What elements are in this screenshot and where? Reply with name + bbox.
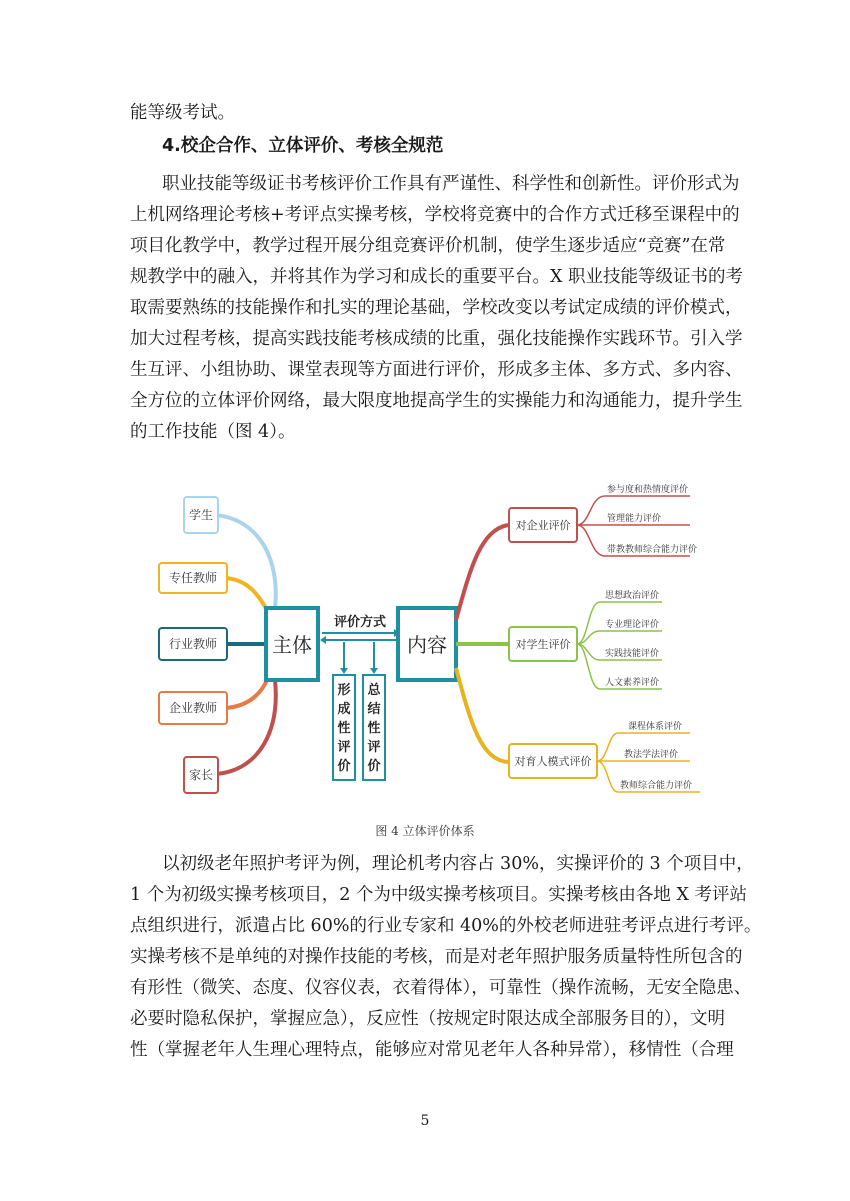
text-line: 1 个为初级实操考核项目，2 个为中级实操考核项目。实操考核由各地 X 考评站 bbox=[130, 885, 747, 905]
text-line: 全方位的立体评价网络，最大限度地提高学生的实操能力和沟通能力，提升学生 bbox=[130, 391, 743, 411]
connector-model-eval bbox=[456, 668, 508, 762]
subject-label: 家长 bbox=[188, 768, 214, 782]
group-item: 管理能力评价 bbox=[607, 514, 662, 524]
group-item: 教师综合能力评价 bbox=[620, 781, 693, 791]
section-heading: 4.校企合作、立体评价、考核全规范 bbox=[162, 136, 444, 156]
connector-enterprise bbox=[226, 678, 268, 708]
content-box bbox=[398, 608, 456, 680]
connector-teacher bbox=[226, 578, 268, 612]
text-line: 规教学中的融入，并将其作为学习和成长的重要平台。X 职业技能等级证书的考 bbox=[130, 267, 744, 287]
group-label: 对学生评价 bbox=[515, 638, 571, 651]
text-line: 生互评、小组协助、课堂表现等方面进行评价，形成多主体、多方式、多内容、 bbox=[130, 360, 743, 380]
group-item: 参与度和热情度评价 bbox=[607, 485, 689, 495]
group-label: 对育人模式评价 bbox=[514, 755, 592, 768]
figure-caption: 图 4 立体评价体系 bbox=[375, 824, 475, 838]
group-item: 实践技能评价 bbox=[605, 649, 660, 659]
group-item: 带教教师综合能力评价 bbox=[607, 545, 698, 555]
arrow-left-head bbox=[320, 636, 326, 644]
group-model bbox=[509, 720, 700, 792]
page-number: 5 bbox=[420, 1113, 430, 1129]
group-item: 课程体系评价 bbox=[628, 722, 683, 732]
evaluation-system-diagram bbox=[150, 480, 710, 802]
group-label: 对企业评价 bbox=[515, 519, 571, 532]
summative-label: 总结性评价 bbox=[367, 683, 381, 774]
summative-box bbox=[363, 675, 385, 780]
text-line: 必要时隐私保护，掌握应急），反应性（按规定时限达成全部服务目的），文明 bbox=[130, 1009, 725, 1029]
subject-teacher-box bbox=[159, 563, 227, 593]
text-line: 的工作技能（图 4）。 bbox=[130, 422, 296, 442]
subject-label: 行业教师 bbox=[168, 637, 218, 651]
subject-industry-box bbox=[159, 628, 227, 660]
text-line: 上机网络理论考核+考评点实操考核，学校将竞赛中的合作方式迁移至课程中的 bbox=[130, 205, 740, 225]
text-line: 能等级考试。 bbox=[130, 103, 235, 123]
text-line: 以初级老年照护考评为例，理论机考内容占 30%，实操评价的 3 个项目中， bbox=[162, 854, 754, 874]
connector-enterprise-eval bbox=[456, 525, 508, 620]
content-title: 内容 bbox=[407, 633, 447, 657]
subject-label: 企业教师 bbox=[168, 701, 218, 715]
method-label: 评价方式 bbox=[333, 615, 387, 630]
text-line: 实操考核不是单纯的对操作技能的考核，而是对老年照护服务质量特性所包含的 bbox=[130, 947, 743, 967]
connector-student bbox=[216, 515, 276, 608]
text-line: 点组织进行，派遣占比 60%的行业专家和 40%的外校老师进驻考评点进行考评。 bbox=[130, 916, 762, 936]
group-enterprise bbox=[509, 483, 697, 556]
formative-box bbox=[333, 675, 355, 780]
group-item: 思想政治评价 bbox=[605, 591, 660, 601]
text-line: 项目化教学中，教学过程开展分组竞赛评价机制，使学生逐步适应“竞赛”在常 bbox=[130, 236, 726, 256]
subject-box bbox=[266, 608, 318, 680]
subject-enterprise-box bbox=[159, 692, 227, 724]
text-line: 性（掌握老年人生理心理特点，能够应对常见老年人各种异常），移情性（合理 bbox=[130, 1040, 734, 1060]
subject-label: 学生 bbox=[188, 508, 214, 522]
text-line: 有形性（微笑、态度、仪容仪表，衣着得体），可靠性（操作流畅，无安全隐患、 bbox=[130, 978, 752, 998]
text-line: 加大过程考核，提高实践技能考核成绩的比重，强化技能操作实践环节。引入学 bbox=[130, 329, 743, 349]
subject-parent-box bbox=[184, 757, 218, 793]
subject-title: 主体 bbox=[272, 633, 312, 657]
formative-label: 形成性评价 bbox=[337, 683, 351, 774]
group-item: 人文素养评价 bbox=[605, 678, 660, 688]
group-item: 教法学法评价 bbox=[624, 750, 679, 760]
text-line: 职业技能等级证书考核评价工作具有严谨性、科学性和创新性。评价形式为 bbox=[162, 174, 740, 194]
text-line: 取需要熟练的技能操作和扎实的理论基础，学校改变以考试定成绩的评价模式， bbox=[130, 298, 743, 318]
subject-label: 专任教师 bbox=[168, 571, 218, 585]
group-item: 专业理论评价 bbox=[605, 620, 660, 630]
group-student bbox=[509, 589, 662, 689]
subject-student-box bbox=[184, 497, 218, 533]
